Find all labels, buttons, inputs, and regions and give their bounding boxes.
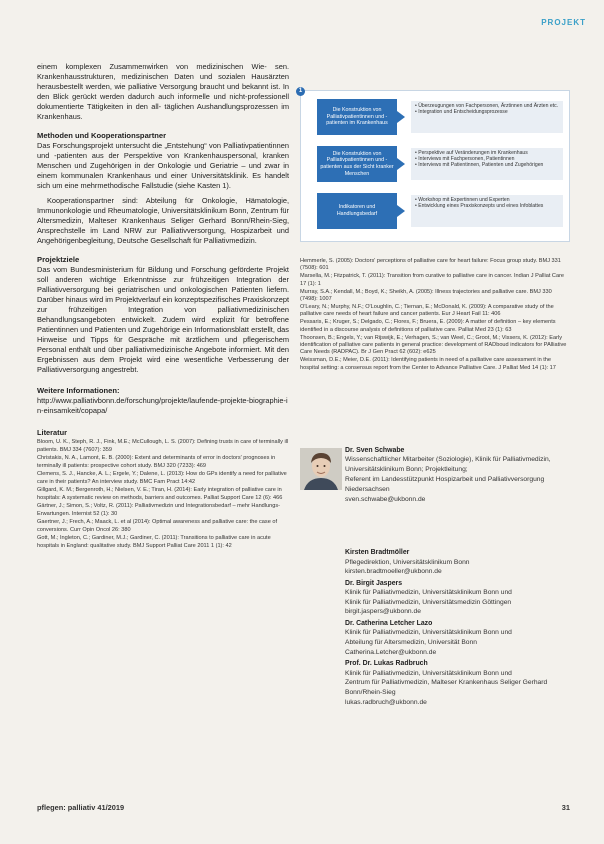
reference-item: Gaertner, J.; Frech, A.; Maack, L. et al (2014): Optimal awareness and palliative care: the case of conversions. Curr Opin Oncol 26: 380 bbox=[37, 519, 278, 533]
diagram-list-item: • Interviews mit Patientinnen, Patienten und Zugehörigen bbox=[415, 162, 544, 169]
author-email[interactable]: Catherina.Letcher@ukbonn.de bbox=[345, 648, 437, 656]
methods-heading: Methoden und Kooperationspartner bbox=[37, 130, 167, 140]
goals-paragraph: Das vom Bundesministerium für Bildung und Forschung geförderte Projekt soll anderen wichtige Erkenntnisse zur frühzeitigen Integration der Palliativversorgung bei geriatrischen und onkologischen Patienten liefern. Darüber hinaus wird im Projektverlauf ein konzeptspezifisches Praxiskonzept zur frühzeitigen Integration von palliativmedizinischen Behandlungsangeboten entwickelt. Zudem wird explizit für betroffene Patientinnen und Patienten und Zugehörige ein Informationsblatt erstellt, das Hinweise und Tipps für Gespräche mit ärztlichem und pflegerischem Personal enthält und über palliativmedizinische Angebote informiert. Mit den Ergebnissen aus dem Projekt wird eine wesentliche Verbesserung der Palliativversorgung angestrebt. bbox=[37, 264, 289, 375]
author-email[interactable]: birgit.jaspers@ukbonn.de bbox=[345, 608, 421, 616]
diagram-list-item: • Entwicklung eines Praxiskonzepts und eines Infoblattes bbox=[415, 203, 544, 210]
diagram-list bbox=[411, 195, 563, 227]
author-email[interactable]: kirsten.bradtmoeller@ukbonn.de bbox=[345, 568, 442, 576]
author-affiliation: Klinik für Palliativmedizin, Universitätsmedizin Göttingen bbox=[345, 598, 512, 606]
author-name: Prof. Dr. Lukas Radbruch bbox=[345, 660, 428, 668]
diagram-list-item: • Überzeugungen von Fachpersonen, Ärztinnen und Ärzten etc. bbox=[415, 103, 559, 109]
arrow-right-icon bbox=[397, 111, 405, 123]
left-column bbox=[37, 62, 289, 551]
author-email[interactable]: sven.schwabe@ukbonn.de bbox=[345, 496, 426, 503]
author-photo bbox=[300, 448, 342, 490]
author-affiliation: Wissenschaftlicher Mitarbeiter (Soziologie), Klinik für Palliativmedizin, Universitätsklinikum Bonn; Projektleitung; bbox=[345, 456, 551, 473]
author-affiliation: Zentrum für Palliativmedizin, Malteser Krankenhaus Seliger Gerhard Bonn/Rhein-Sieg bbox=[345, 679, 548, 696]
section-tag: PROJEKT bbox=[541, 18, 586, 27]
author-name: Dr. Catherina Letcher Lazo bbox=[345, 619, 433, 627]
right-reference-list bbox=[300, 258, 570, 373]
diagram-row bbox=[317, 99, 563, 139]
diagram-list-item: • Integration und Entscheidungsprozesse bbox=[415, 109, 508, 116]
author-affiliation: Klinik für Palliativmedizin, Universitätsklinikum Bonn und bbox=[345, 629, 512, 637]
literature-heading: Literatur bbox=[37, 427, 67, 437]
reference-item: Gärtner, J.; Simon, S.; Voltz, R. (2011): Palliativmedizin und Integrationsbedarf – mehr Handlungs-Erwartungen. Internist 52 (1): 30 bbox=[37, 503, 281, 517]
diagram-list-item: • Workshop mit Expertinnen und Experten bbox=[415, 197, 510, 203]
diagram-row bbox=[317, 146, 563, 186]
diagram-row bbox=[317, 193, 563, 233]
reference-item: Pessaris, E.; Kruger, S.; Delgado, C.; Flores, F.; Bruera, E. (2009): A matter of definition – key elements identified in a discourse analysis of definitions of palliative care. Palliat Med 23 (1): 63 bbox=[300, 319, 556, 333]
literature-list bbox=[37, 439, 289, 551]
diagram-list bbox=[411, 148, 563, 180]
author-affiliation: Abteilung für Altersmedizin, Universität Bonn bbox=[345, 639, 477, 647]
reference-item: O'Leary, N.; Murphy, N.F.; O'Loughlin, C.; Tiernan, E.; McDonald, K. (2009): A comparative study of the palliative care needs of heart failure and cancer patients. Eur J Heart Fail 11: 406 bbox=[300, 303, 554, 318]
project-diagram-box bbox=[300, 90, 570, 242]
diagram-list-item: • Interviews mit Fachpersonen, Patientinnen bbox=[415, 156, 515, 163]
reference-item: Gillgard, K. M.; Bergenroth, H.; Nielsen, V. E.; Tiran, H. (2014): Early integration of palliative care in hospitals: A systematic review on methods, barriers and outcomes. Palliat Support Care 12 (6): 466 bbox=[37, 487, 283, 501]
reference-item: Thoonsen, B.; Engels, Y.; van Rijswijk, E.; Verhagen, S.; van Weel, C.; Groot, M.; Vissers, K. (2012): Early identification of palliative care patients in general practice: development of RADboud indicators for PAlliative Care Needs (RADPAC). Br J Gen Pract 62 (602): e625 bbox=[300, 334, 567, 356]
intro-paragraph: einem komplexen Zusammenwirken von medizinischen Wie- sen. Krankenhausstrukturen, medizinischen Daten und sozialen Hausärzten herausbestellt werden, wie palliative Versorgung braucht und bekannt ist. In den Blick gerückt werden dadurch auch informelle und nicht-professionell dokumentierte Tätigkeiten in den all- täglichen Aushandlungsprozessen im Krankenhaus. bbox=[37, 62, 289, 122]
reference-item: Hemmerle, S. (2005): Doctors' perceptions of palliative care for heart failure: Focus group study. BMJ 331 (7508): 601 bbox=[300, 258, 561, 272]
author-affiliation: Pflegedirektion, Universitätsklinikum Bonn bbox=[345, 558, 470, 566]
reference-item: Bloom, U. K., Steph, R. J., Fink, M.E.; McCullough, L. S. (2007): Defining trusts in care of terminally ill patients. BMJ 334 (7607): 359 bbox=[37, 438, 289, 453]
diagram-list bbox=[411, 101, 563, 133]
reference-item: Gott, M.; Ingleton, C.; Gardiner, M.J.; Gardiner, C. (2011): Transitions to palliative care in acute hospitals in England: qualitative study. BMJ Support Palliat Care 2011 1 (1): 42 bbox=[37, 535, 271, 550]
author-email[interactable]: lukas.radbruch@ukbonn.de bbox=[345, 698, 427, 706]
info-link[interactable]: http://www.palliativbonn.de/forschung/projekte/laufende-projekte-biographie-in-einsamkeit/copapa/ bbox=[37, 395, 288, 415]
methods-paragraph-2: Kooperationspartner sind: Abteilung für Onkologie, Hämatologie, Immunonkologie und Rheumatologie, Universitätsklinikum Bonn, Zentrum für Altersmedizin, Malteser Krankenhaus Seliger Gerhard Bonn/Rhein-Sieg, Ansprechstelle im Land NRW zur Palliativversorgung, Hospizarbeit und Angehörigenbegleitung, Deutsche Gesellschaft für Palliativmedizin. bbox=[37, 196, 289, 246]
author-name: Dr. Birgit Jaspers bbox=[345, 579, 403, 587]
page-number: 31 bbox=[561, 803, 570, 812]
author-affiliation: Klinik für Palliativmedizin, Universitätsklinikum Bonn und bbox=[345, 669, 512, 677]
methods-paragraph-1: Das Forschungsprojekt untersucht die „Entstehung“ von Palliativpatientinnen und -patienten aus der Perspektive von Krankenhauspersonal, kranken Menschen und Zugehörigen in der Onkologie und Geriatrie – und zwar in einem kommunalen Krankenhaus und einer Universitätsklinik. Es handelt sich um eine mehrmethodische Fallstudie (siehe Kasten 1). bbox=[37, 140, 289, 190]
author-affiliation: Referent im Landesstützpunkt Hospizarbeit und Palliativversorgung Niedersachsen bbox=[345, 476, 545, 493]
info-heading: Weitere Informationen: bbox=[37, 385, 120, 395]
arrow-right-icon bbox=[397, 158, 405, 170]
author-name: Dr. Sven Schwabe bbox=[345, 447, 405, 454]
reference-item: Murray, S.A.; Kendall, M.; Boyd, K.; Sheikh, A. (2005): Illness trajectories and palliative care. BMJ 330 (7498): 1007 bbox=[300, 288, 552, 303]
main-author-bio bbox=[345, 447, 573, 505]
reference-item: Marsella, M.; Fitzpatrick, T. (2011): Transition from curative to palliative care in cancer. Indian J Palliat Care 17 (1): 1 bbox=[300, 273, 565, 287]
diagram-box: Indikatoren und Handlungsbedarf bbox=[317, 193, 397, 229]
diagram-list-item: • Perspektive auf Veränderungen im Krankenhaus bbox=[415, 150, 528, 156]
coauthor-list bbox=[345, 546, 573, 707]
goals-heading: Projektziele bbox=[37, 254, 80, 264]
author-name: Kirsten Bradtmöller bbox=[345, 549, 410, 556]
reference-item: Weissman, D.E.; Meier, D.E. (2011): Identifying patients in need of a palliative care assessment in the hospital setting: a consensus report from the Center to Advance Palliative Care. J Palliat Med 14 (1): 17 bbox=[300, 357, 556, 371]
author-affiliation: Klinik für Palliativmedizin, Universitätsklinikum Bonn und bbox=[345, 589, 512, 597]
diagram-box: Die Konstruktion von Palliativpatientinnen und -patienten aus der Sicht kranker Menschen bbox=[317, 146, 397, 182]
arrow-right-icon bbox=[397, 205, 405, 217]
journal-footer: pflegen: palliativ 41/2019 bbox=[37, 803, 125, 812]
reference-item: Clemens, S. J., Hancke, A. L.; Ergele, Y.; Dalene, L. (2013): How do GPs identify a need for palliative care in their patients? An interview study. BMC Fam Pract 14:42 bbox=[37, 470, 287, 485]
reference-item: Christakis, N. A., Lamont, E. B. (2000): Extent and determinants of error in doctors' prognoses in terminally ill patients: prospective cohort study. BMJ 320 (7233): 469 bbox=[37, 454, 276, 469]
diagram-box: Die Konstruktion von Palliativpatientinnen und -patienten im Krankenhaus bbox=[317, 99, 397, 135]
figure-number-badge: 1 bbox=[296, 87, 305, 96]
